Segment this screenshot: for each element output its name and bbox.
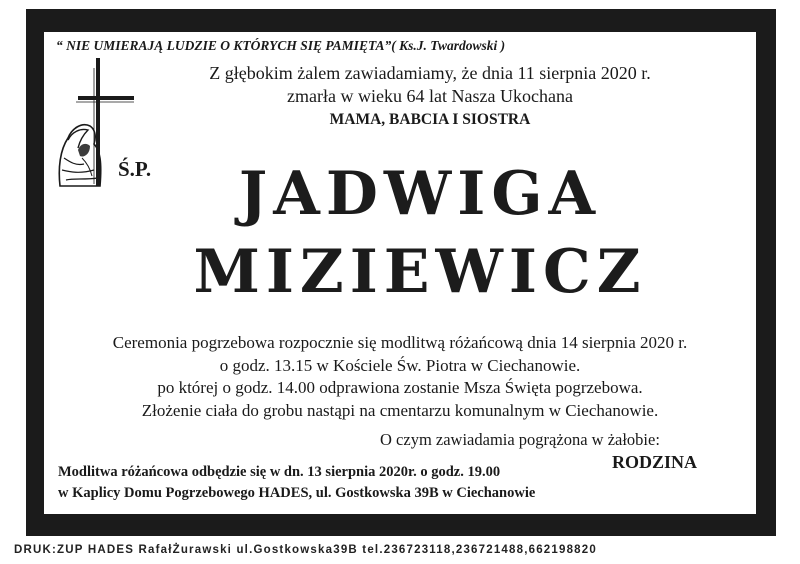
ceremony-line-place: o godz. 13.15 w Kościele Św. Piotra w Ciechanowie. <box>219 355 581 375</box>
announcement-intro <box>200 62 660 131</box>
rosary-info <box>58 462 535 504</box>
notify-line: O czym zawiadamia pogrążona w żałobie: <box>380 430 660 449</box>
late-prefix: Ś.P. <box>118 157 152 181</box>
ceremony-line-start: Ceremonia pogrzebowa rozpocznie się modlitwą różańcową dnia 14 sierpnia 2020 r. <box>112 333 688 352</box>
rosary-line-date: Modlitwa różańcowa odbędzie się w dn. 13 sierpnia 2020r. o godz. 19.00 <box>58 464 501 480</box>
intro-line-age: zmarła w wieku 64 lat Nasza Ukochana <box>287 86 573 106</box>
intro-line-relation: MAMA, BABCIA I SIOSTRA <box>329 111 531 128</box>
printer-footer: DRUK:ZUP HADES RafałŻurawski ul.Gostkowska39B tel.236723118,236721488,662198820 <box>14 544 597 556</box>
deceased-last-name: MIZIEWICZ <box>193 237 647 307</box>
rosary-line-place: w Kaplicy Domu Pogrzebowego HADES, ul. Gostkowska 39B w Ciechanowie <box>58 485 536 501</box>
family-signature: RODZINA <box>612 452 698 472</box>
ceremony-line-mass: po której o godz. 14.00 odprawiona zostanie Msza Święta pogrzebowa. <box>157 378 643 397</box>
deceased-first-name: JADWIGA <box>238 159 602 229</box>
intro-line-date: Z głębokim żalem zawiadamiamy, że dnia 11 sierpnia 2020 r. <box>209 63 651 83</box>
memorial-quote: “ NIE UMIERAJĄ LUDZIE O KTÓRYCH SIĘ PAMIĘTA”( Ks.J. Twardowski ) <box>56 38 506 53</box>
ceremony-details <box>60 332 740 422</box>
ceremony-line-burial: Złożenie ciała do grobu nastąpi na cmentarzu komunalnym w Ciechanowie. <box>141 400 659 420</box>
